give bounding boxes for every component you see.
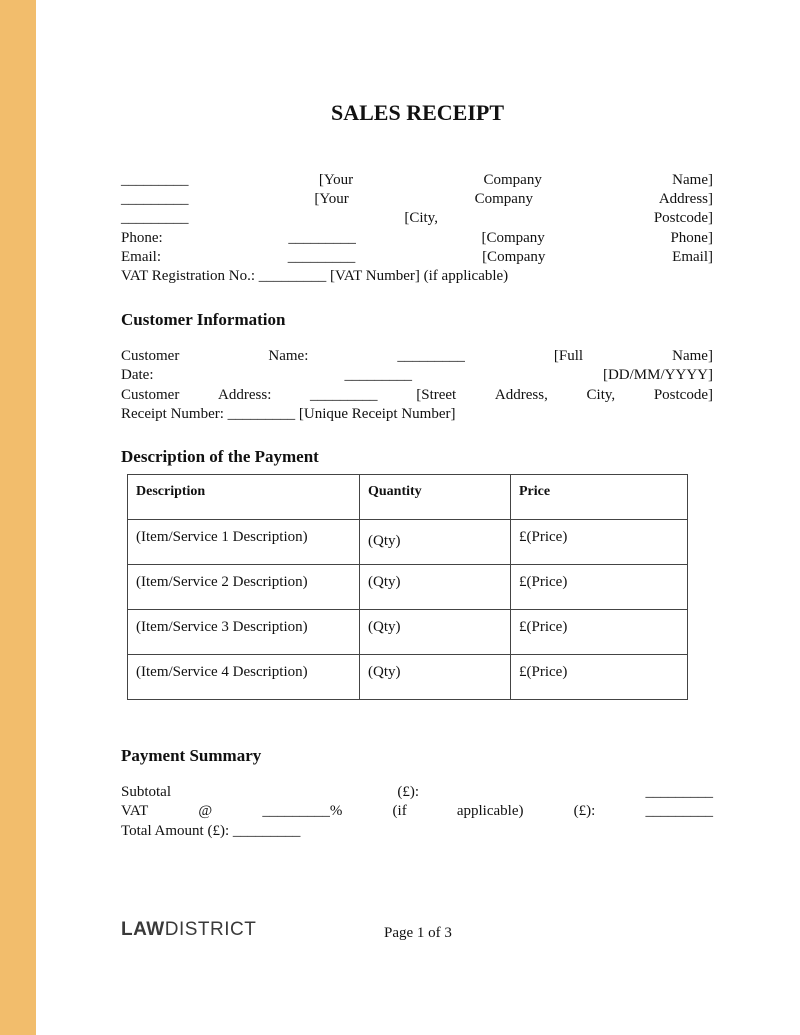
blank-field: _________ bbox=[121, 172, 189, 188]
payment-summary-heading: Payment Summary bbox=[121, 746, 262, 765]
blank-field: _________ bbox=[645, 784, 713, 800]
table-header-row bbox=[128, 475, 688, 520]
company-email-line: Email: _________ [Company Email] bbox=[121, 249, 713, 265]
receipt-number-line: Receipt Number: _________ [Unique Receipt Number] bbox=[121, 406, 456, 422]
column-header-description: Description bbox=[128, 475, 360, 520]
side-accent-bar bbox=[0, 0, 36, 1035]
table-row bbox=[128, 520, 688, 565]
item-description-cell: (Item/Service 2 Description) bbox=[128, 565, 360, 610]
document-title: SALES RECEIPT bbox=[330, 100, 504, 125]
company-address-line: _________ [Your Company Address] bbox=[121, 191, 713, 207]
company-name-line: _________ [Your Company Name] bbox=[121, 172, 713, 188]
item-price-cell: £(Price) bbox=[511, 610, 688, 655]
date-line: Date: _________ [DD/MM/YYYY] bbox=[121, 367, 713, 383]
table-row bbox=[128, 565, 688, 610]
vat-line: VAT @ _________% (if applicable) (£): _________ bbox=[121, 803, 713, 819]
blank-field: _________ bbox=[397, 348, 465, 364]
blank-field: _________ bbox=[287, 249, 356, 265]
subtotal-line: Subtotal (£): _________ bbox=[121, 784, 713, 800]
column-header-quantity: Quantity bbox=[360, 475, 511, 520]
item-quantity-cell: (Qty) bbox=[360, 565, 511, 610]
blank-field: _________ bbox=[310, 387, 378, 403]
item-quantity-cell: (Qty) bbox=[360, 655, 511, 700]
item-quantity-cell: (Qty) bbox=[360, 610, 511, 655]
table-row bbox=[128, 610, 688, 655]
company-phone-line: Phone: _________ [Company Phone] bbox=[121, 230, 713, 246]
item-description-cell: (Item/Service 3 Description) bbox=[128, 610, 360, 655]
item-price-cell: £(Price) bbox=[511, 520, 688, 565]
company-city-line: _________ [City, Postcode] bbox=[121, 210, 713, 226]
payment-description-heading: Description of the Payment bbox=[121, 447, 319, 466]
blank-field: _________ bbox=[121, 210, 189, 226]
item-description-cell: (Item/Service 1 Description) bbox=[128, 520, 360, 565]
customer-name-line: Customer Name: _________ [Full Name] bbox=[121, 348, 713, 364]
lawdistrict-logo: LAWDISTRICT bbox=[121, 919, 257, 940]
table-row bbox=[128, 655, 688, 700]
column-header-price: Price bbox=[511, 475, 688, 520]
page-number: Page 1 of 3 bbox=[384, 925, 452, 941]
total-amount-line: Total Amount (£): _________ bbox=[121, 823, 301, 839]
payment-table bbox=[127, 474, 688, 700]
item-quantity-cell: (Qty) bbox=[360, 520, 511, 565]
blank-field: _________ bbox=[121, 191, 189, 207]
blank-field: _________% bbox=[262, 803, 343, 819]
blank-field: _________ bbox=[344, 367, 412, 383]
blank-field: _________ bbox=[645, 803, 713, 819]
customer-address-line: Customer Address: _________ [Street Address, City, Postcode] bbox=[121, 387, 713, 403]
item-price-cell: £(Price) bbox=[511, 655, 688, 700]
item-description-cell: (Item/Service 4 Description) bbox=[128, 655, 360, 700]
customer-information-heading: Customer Information bbox=[121, 310, 286, 329]
blank-field: _________ bbox=[288, 230, 356, 246]
item-price-cell: £(Price) bbox=[511, 565, 688, 610]
vat-registration-line: VAT Registration No.: _________ [VAT Number] (if applicable) bbox=[121, 268, 509, 284]
